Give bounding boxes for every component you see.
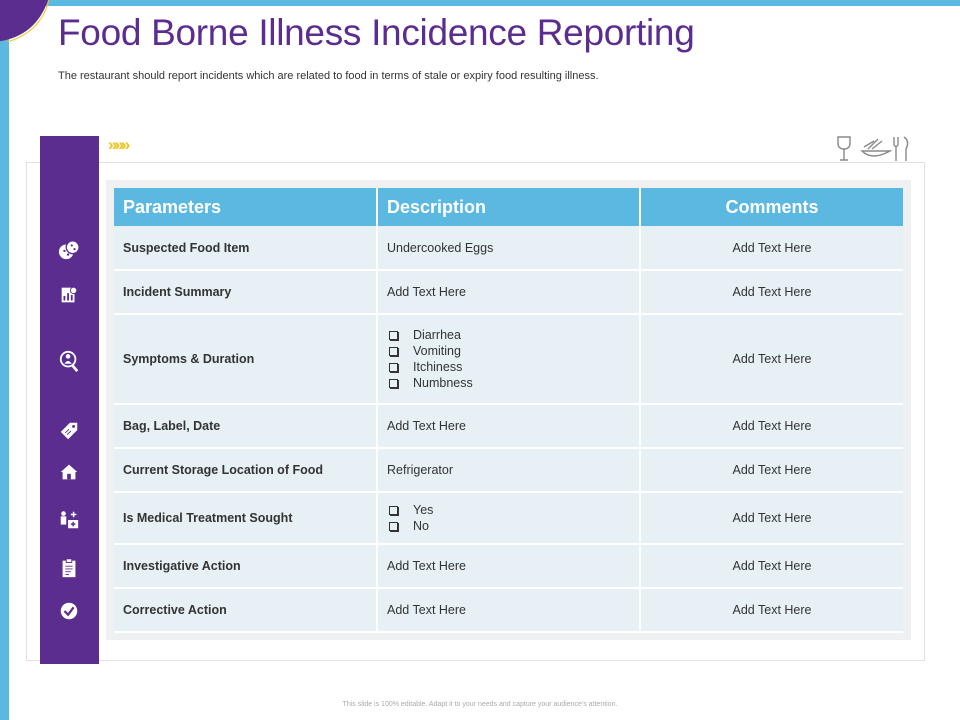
header-comments: Comments <box>640 188 903 226</box>
checklist-label: Itchiness <box>413 360 463 374</box>
param-cell: Is Medical Treatment Sought <box>114 492 377 544</box>
param-cell: Investigative Action <box>114 544 377 588</box>
checklist-item <box>387 518 639 534</box>
comment-cell: Add Text Here <box>640 448 903 492</box>
comment-cell: Add Text Here <box>640 314 903 404</box>
description-cell: Add Text Here <box>377 270 640 314</box>
param-cell: Incident Summary <box>114 270 377 314</box>
description-cell: Add Text Here <box>377 404 640 448</box>
description-cell: Refrigerator <box>377 448 640 492</box>
header-description: Description <box>377 188 640 226</box>
footer-note: This slide is 100% editable. Adapt it to your needs and capture your audience's attention. <box>342 701 618 708</box>
checkbox-icon <box>389 522 398 531</box>
top-accent-bar <box>0 0 960 6</box>
param-cell: Current Storage Location of Food <box>114 448 377 492</box>
checklist-item <box>387 359 639 375</box>
table-row <box>114 492 903 544</box>
comment-cell: Add Text Here <box>640 544 903 588</box>
checkbox-icon <box>389 379 398 388</box>
person-search-icon <box>58 350 80 372</box>
checklist-label: Diarrhea <box>413 328 461 342</box>
icon-column <box>40 136 99 664</box>
reporting-table <box>114 188 903 633</box>
checklist-item <box>387 375 639 391</box>
description-cell: Add Text Here <box>377 588 640 632</box>
table-row <box>114 404 903 448</box>
param-cell: Bag, Label, Date <box>114 404 377 448</box>
table-row <box>114 544 903 588</box>
param-cell: Suspected Food Item <box>114 226 377 270</box>
report-chart-icon <box>58 284 80 306</box>
table-row <box>114 314 903 404</box>
clipboard-icon <box>58 557 80 579</box>
checkbox-icon <box>389 331 398 340</box>
left-accent-bar <box>0 0 9 720</box>
corner-decoration <box>0 0 50 42</box>
page-title: Food Borne Illness Incidence Reporting <box>58 12 695 53</box>
checkbox-icon <box>389 506 398 515</box>
checklist-label: Yes <box>413 503 434 517</box>
description-cell: Undercooked Eggs <box>377 226 640 270</box>
checklist-label: Numbness <box>413 376 473 390</box>
description-cell <box>377 314 640 404</box>
medical-treatment-icon <box>58 509 80 531</box>
description-cell: Add Text Here <box>377 544 640 588</box>
cookie-icon <box>58 239 80 261</box>
table-row <box>114 448 903 492</box>
house-icon <box>58 461 80 483</box>
table-header-row <box>114 188 903 226</box>
page-subtitle: The restaurant should report incidents which are related to food in terms of stale or expiry food resulting illness. <box>58 70 599 82</box>
description-cell <box>377 492 640 544</box>
comment-cell: Add Text Here <box>640 404 903 448</box>
param-cell: Symptoms & Duration <box>114 314 377 404</box>
table-row <box>114 226 903 270</box>
table-row <box>114 588 903 632</box>
comment-cell: Add Text Here <box>640 492 903 544</box>
checklist-item <box>387 343 639 359</box>
param-cell: Corrective Action <box>114 588 377 632</box>
comment-cell: Add Text Here <box>640 226 903 270</box>
checklist-item <box>387 502 639 518</box>
comment-cell: Add Text Here <box>640 270 903 314</box>
comment-cell: Add Text Here <box>640 588 903 632</box>
checklist-item <box>387 327 639 343</box>
cutlery-icon <box>834 135 914 163</box>
table-row <box>114 270 903 314</box>
checkbox-icon <box>389 363 398 372</box>
checklist-label: No <box>413 519 429 533</box>
checklist-label: Vomiting <box>413 344 461 358</box>
chevron-decoration: »»» <box>108 135 128 154</box>
checkmark-circle-icon <box>58 600 80 622</box>
checkbox-icon <box>389 347 398 356</box>
tag-icon <box>58 420 80 442</box>
header-parameters: Parameters <box>114 188 377 226</box>
